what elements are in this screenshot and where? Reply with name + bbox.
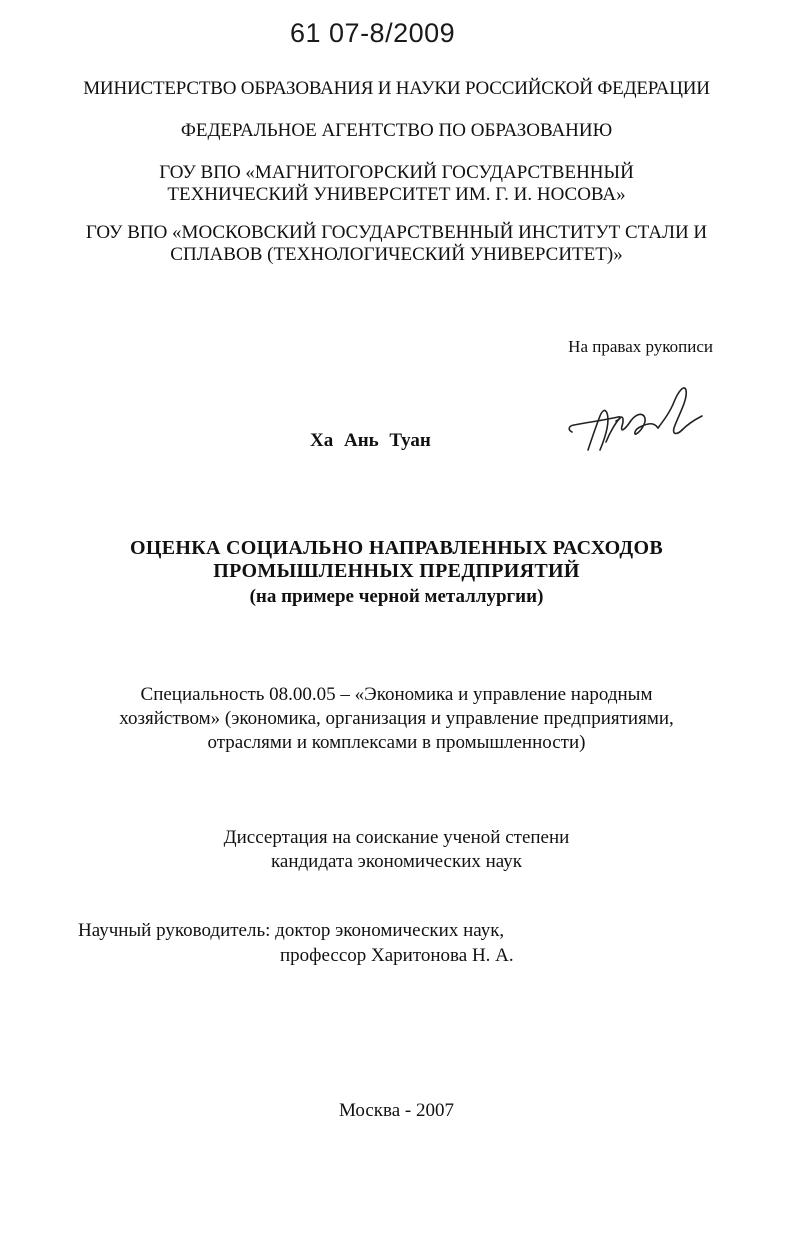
dissertation-title: [0, 537, 793, 583]
author-name: Ха Ань Туан: [310, 430, 431, 451]
manuscript-rights: На правах рукописи: [568, 337, 713, 356]
place-year: Москва - 2007: [338, 1100, 455, 1121]
university-misis-line2: СПЛАВОВ (ТЕХНОЛОГИЧЕСКИЙ УНИВЕРСИТЕТ)»: [170, 244, 623, 265]
university-magnitogorsk-line2: ТЕХНИЧЕСКИЙ УНИВЕРСИТЕТ ИМ. Г. И. НОСОВА»: [167, 184, 626, 205]
signature-icon: [560, 372, 710, 467]
title-line1: ОЦЕНКА СОЦИАЛЬНО НАПРАВЛЕННЫХ РАСХОДОВ: [129, 537, 663, 559]
university-magnitogorsk: [0, 162, 793, 206]
dissertation-subtitle: (на примере черной металлургии): [249, 586, 544, 607]
specialty-line3: отраслями и комплексами в промышленности): [207, 732, 586, 753]
specialty-line1: Специальность 08.00.05 – «Экономика и управление народным: [140, 684, 653, 705]
advisor-line1: Научный руководитель: доктор экономических наук,: [78, 920, 505, 941]
degree-block: [0, 826, 793, 874]
university-misis-line1: ГОУ ВПО «МОСКОВСКИЙ ГОСУДАРСТВЕННЫЙ ИНСТИТУТ СТАЛИ И: [85, 222, 708, 243]
title-line2: ПРОМЫШЛЕННЫХ ПРЕДПРИЯТИЙ: [213, 560, 580, 582]
advisor-line2: профессор Харитонова Н. А.: [280, 945, 514, 966]
ministry-name: МИНИСТЕРСТВО ОБРАЗОВАНИЯ И НАУКИ РОССИЙСКОЙ ФЕДЕРАЦИИ: [83, 78, 710, 99]
degree-line1: Диссертация на соискание ученой степени: [223, 827, 570, 848]
specialty-block: [0, 683, 793, 755]
specialty-line2: хозяйством» (экономика, организация и управление предприятиями,: [119, 708, 674, 729]
university-misis: [0, 222, 793, 266]
degree-line2: кандидата экономических наук: [270, 851, 523, 872]
agency-name: ФЕДЕРАЛЬНОЕ АГЕНТСТВО ПО ОБРАЗОВАНИЮ: [180, 120, 613, 141]
university-magnitogorsk-line1: ГОУ ВПО «МАГНИТОГОРСКИЙ ГОСУДАРСТВЕННЫЙ: [159, 162, 634, 183]
registration-code: 61 07-8/2009: [290, 18, 456, 48]
